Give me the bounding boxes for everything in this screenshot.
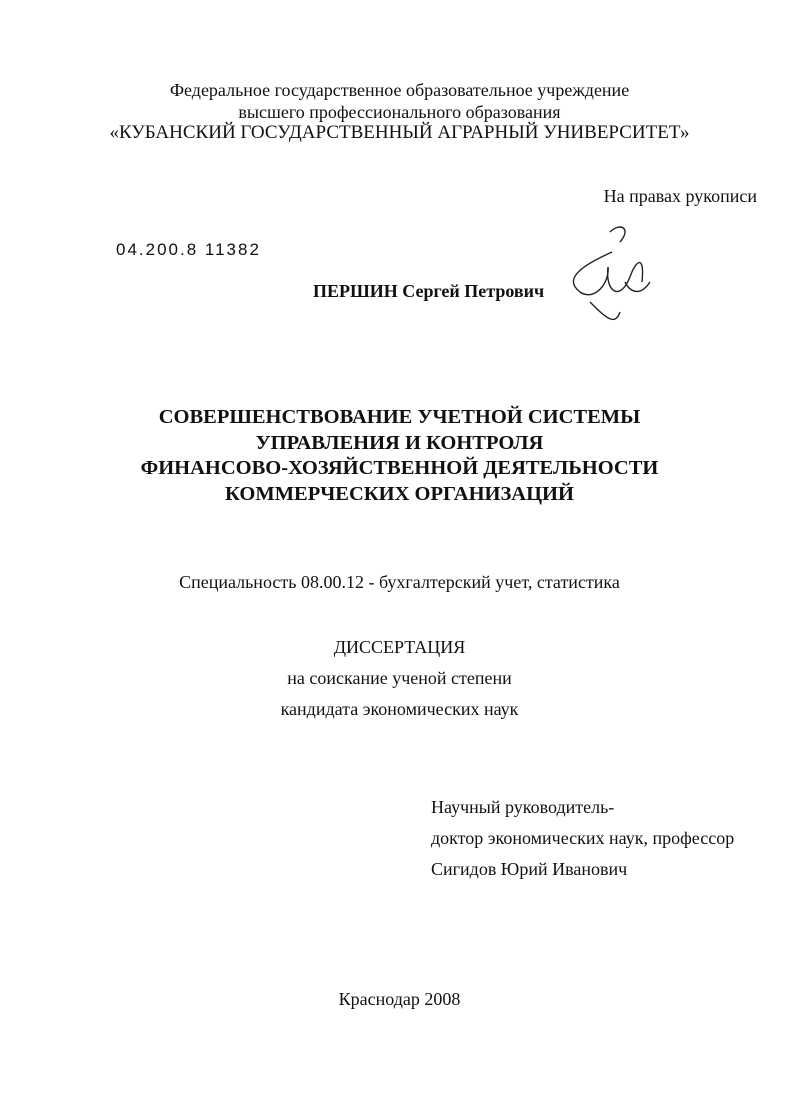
dissertation-label: ДИССЕРТАЦИЯ [333, 637, 466, 657]
dissertation-degree-line: на соискание ученой степени [287, 668, 512, 688]
specialty: Специальность 08.00.12 - бухгалтерский учет, статистика [179, 572, 620, 592]
institution-line-1: Федеральное государственное образовательное учреждение [169, 80, 630, 100]
city-year: Краснодар 2008 [338, 989, 461, 1009]
title-line-2: УПРАВЛЕНИЯ И КОНТРОЛЯ [255, 432, 544, 454]
registry-number: 04.200.8 11382 [116, 240, 261, 259]
institution-line-2: высшего профессионального образования [238, 102, 561, 122]
institution-name: «КУБАНСКИЙ ГОСУДАРСТВЕННЫЙ АГРАРНЫЙ УНИВЕРСИТЕТ» [109, 122, 690, 143]
manuscript-note: На правах рукописи [603, 186, 757, 206]
dissertation-field-line: кандидата экономических наук [280, 699, 519, 719]
supervisor-name: Сигидов Юрий Иванович [431, 859, 628, 879]
title-line-3: ФИНАНСОВО-ХОЗЯЙСТВЕННОЙ ДЕЯТЕЛЬНОСТИ [140, 457, 659, 479]
title-line-4: КОММЕРЧЕСКИХ ОРГАНИЗАЦИЙ [225, 483, 574, 505]
author-signature [550, 222, 670, 332]
author-name: ПЕРШИН Сергей Петрович [313, 281, 545, 301]
title-line-1: СОВЕРШЕНСТВОВАНИЕ УЧЕТНОЙ СИСТЕМЫ [158, 406, 641, 428]
supervisor-degree: доктор экономических наук, профессор [431, 828, 735, 848]
supervisor-label: Научный руководитель- [431, 797, 615, 817]
